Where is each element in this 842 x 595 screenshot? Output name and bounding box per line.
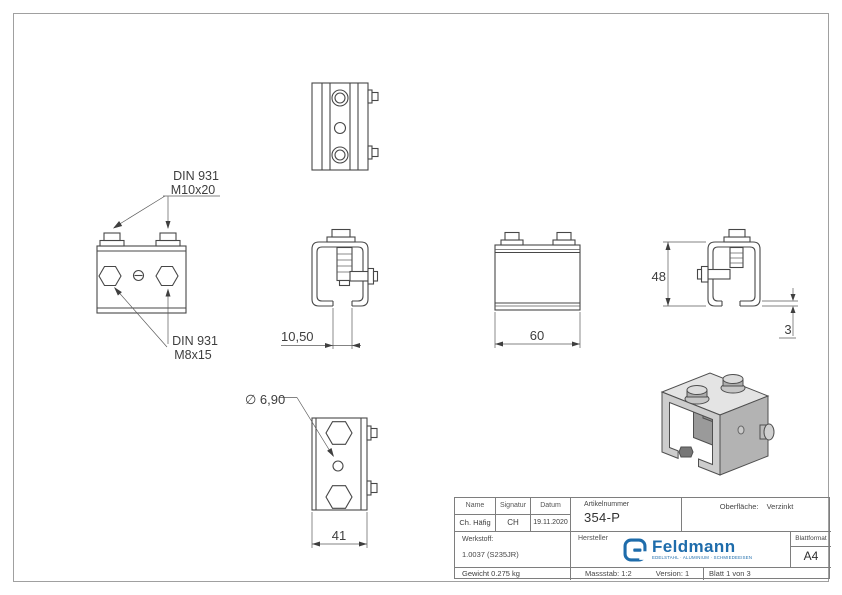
surface-label: Oberfläche: bbox=[719, 502, 759, 511]
logo-tagline: EDELSTAHL · ALUMINIUM · SCHMIEDEEISEN bbox=[652, 556, 753, 561]
article-number: 354-P bbox=[584, 510, 621, 525]
side-bolt-head bbox=[702, 267, 709, 283]
scale-cell bbox=[571, 568, 704, 580]
annotation-din-bottom-1: DIN 931 bbox=[172, 334, 218, 348]
material-value: 1.0037 (S235JR) bbox=[462, 550, 519, 559]
logo-text: Feldmann bbox=[652, 537, 736, 556]
side-bolt-head bbox=[368, 269, 374, 285]
version-label: Version: 1 bbox=[655, 569, 690, 578]
weight-cell: Gewicht 0.275 kg bbox=[455, 568, 571, 580]
right-side-view bbox=[652, 230, 798, 339]
annotation-din-top-2: M10x20 bbox=[170, 183, 216, 197]
signature-value: CH bbox=[496, 515, 531, 532]
date-value: 19.11.2020 bbox=[531, 515, 571, 532]
hex-bolt-head-left bbox=[99, 267, 121, 286]
dim-body-width: 60 bbox=[529, 328, 545, 343]
date-label: Datum bbox=[531, 498, 571, 515]
bolt-top-left bbox=[100, 241, 124, 247]
title-block bbox=[454, 497, 830, 579]
material-label: Werkstoff: bbox=[462, 536, 494, 543]
dim-body-depth: 41 bbox=[331, 528, 347, 543]
isometric-view bbox=[662, 373, 774, 475]
material-cell bbox=[455, 532, 571, 568]
bolt-top-right bbox=[156, 241, 180, 247]
feldmann-logo bbox=[623, 538, 791, 562]
surface-cell bbox=[682, 498, 831, 532]
sheet-cell: Blatt 1 von 3 bbox=[709, 569, 751, 578]
format-value: A4 bbox=[803, 549, 819, 563]
manufacturer-cell bbox=[571, 532, 791, 568]
surface-value: Verzinkt bbox=[766, 502, 794, 511]
annotation-din-top-1: DIN 931 bbox=[173, 169, 219, 183]
signature-label: Signatur bbox=[496, 498, 531, 515]
dim-wall-thickness: 3 bbox=[784, 322, 792, 337]
hex-bolt-head-right bbox=[156, 267, 178, 286]
manufacturer-label: Hersteller bbox=[578, 535, 608, 542]
dim-body-height: 48 bbox=[651, 269, 666, 284]
iso-side-bolt bbox=[764, 424, 774, 440]
dim-hole-diameter: ∅ 6,90 bbox=[245, 392, 286, 407]
annotation-din-bottom-2: M8x15 bbox=[174, 348, 212, 362]
bottom-view bbox=[245, 392, 377, 548]
side-view bbox=[281, 230, 378, 350]
article-label: Artikelnummer bbox=[584, 501, 630, 508]
feldmann-logo-icon bbox=[623, 538, 647, 562]
format-cell bbox=[791, 532, 831, 568]
format-label: Blattformat bbox=[791, 532, 831, 547]
top-view bbox=[312, 83, 378, 170]
back-view bbox=[495, 233, 580, 349]
name-label: Name bbox=[455, 498, 496, 515]
iso-slot-bolt bbox=[679, 447, 693, 457]
dim-slot-width: 10,50 bbox=[281, 329, 314, 344]
hole-6-90 bbox=[333, 461, 343, 471]
scale-label: Massstab: 1:2 bbox=[585, 569, 632, 578]
front-view bbox=[97, 169, 220, 362]
article-cell bbox=[571, 498, 682, 532]
iso-bolt-head bbox=[687, 386, 707, 395]
name-value: Ch. Häfig bbox=[455, 515, 496, 532]
